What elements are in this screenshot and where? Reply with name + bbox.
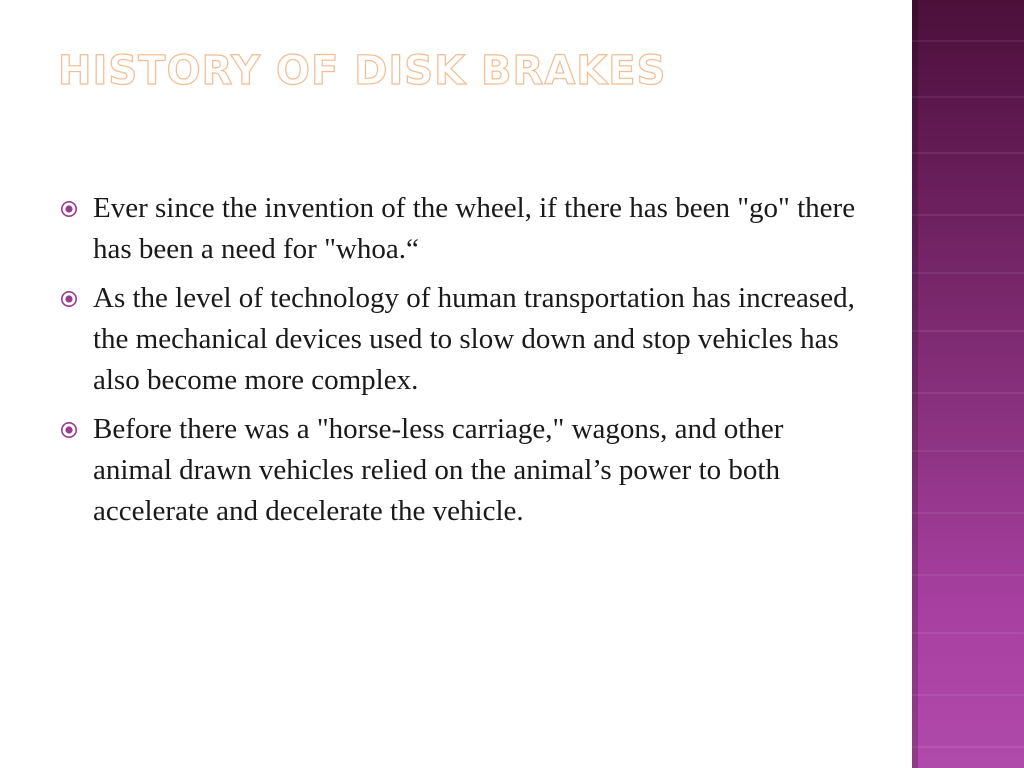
circle-dot-icon (60, 421, 78, 439)
bullet-text: Ever since the invention of the wheel, if there has been "go" there has been a need for "whoa.“ (93, 192, 856, 265)
band-inner-shadow (912, 0, 918, 768)
band-line (912, 40, 1024, 42)
bullet-list (60, 188, 860, 540)
band-line (912, 632, 1024, 634)
band-line (912, 746, 1024, 748)
decorative-side-band (912, 0, 1024, 768)
bullet-item (60, 188, 860, 270)
bullet-text: As the level of technology of human transportation has increased, the mechanical devices used to slow down and stop vehicles has also become more complex. (93, 282, 855, 396)
circle-dot-icon (60, 200, 78, 218)
band-line (912, 330, 1024, 332)
bullet-text: Before there was a "horse-less carriage," wagons, and other animal drawn vehicles relied on the animal’s power to both accelerate and decelerate the vehicle. (93, 413, 784, 527)
band-line (912, 512, 1024, 514)
band-line (912, 392, 1024, 394)
band-line (912, 152, 1024, 154)
band-line (912, 450, 1024, 452)
slide-title: HISTORY OF DISK BRAKES (58, 48, 667, 94)
band-line (912, 694, 1024, 696)
band-line (912, 96, 1024, 98)
bullet-item (60, 409, 860, 532)
band-line (912, 214, 1024, 216)
band-line (912, 272, 1024, 274)
band-line (912, 574, 1024, 576)
bullet-item (60, 278, 860, 401)
circle-dot-icon (60, 290, 78, 308)
